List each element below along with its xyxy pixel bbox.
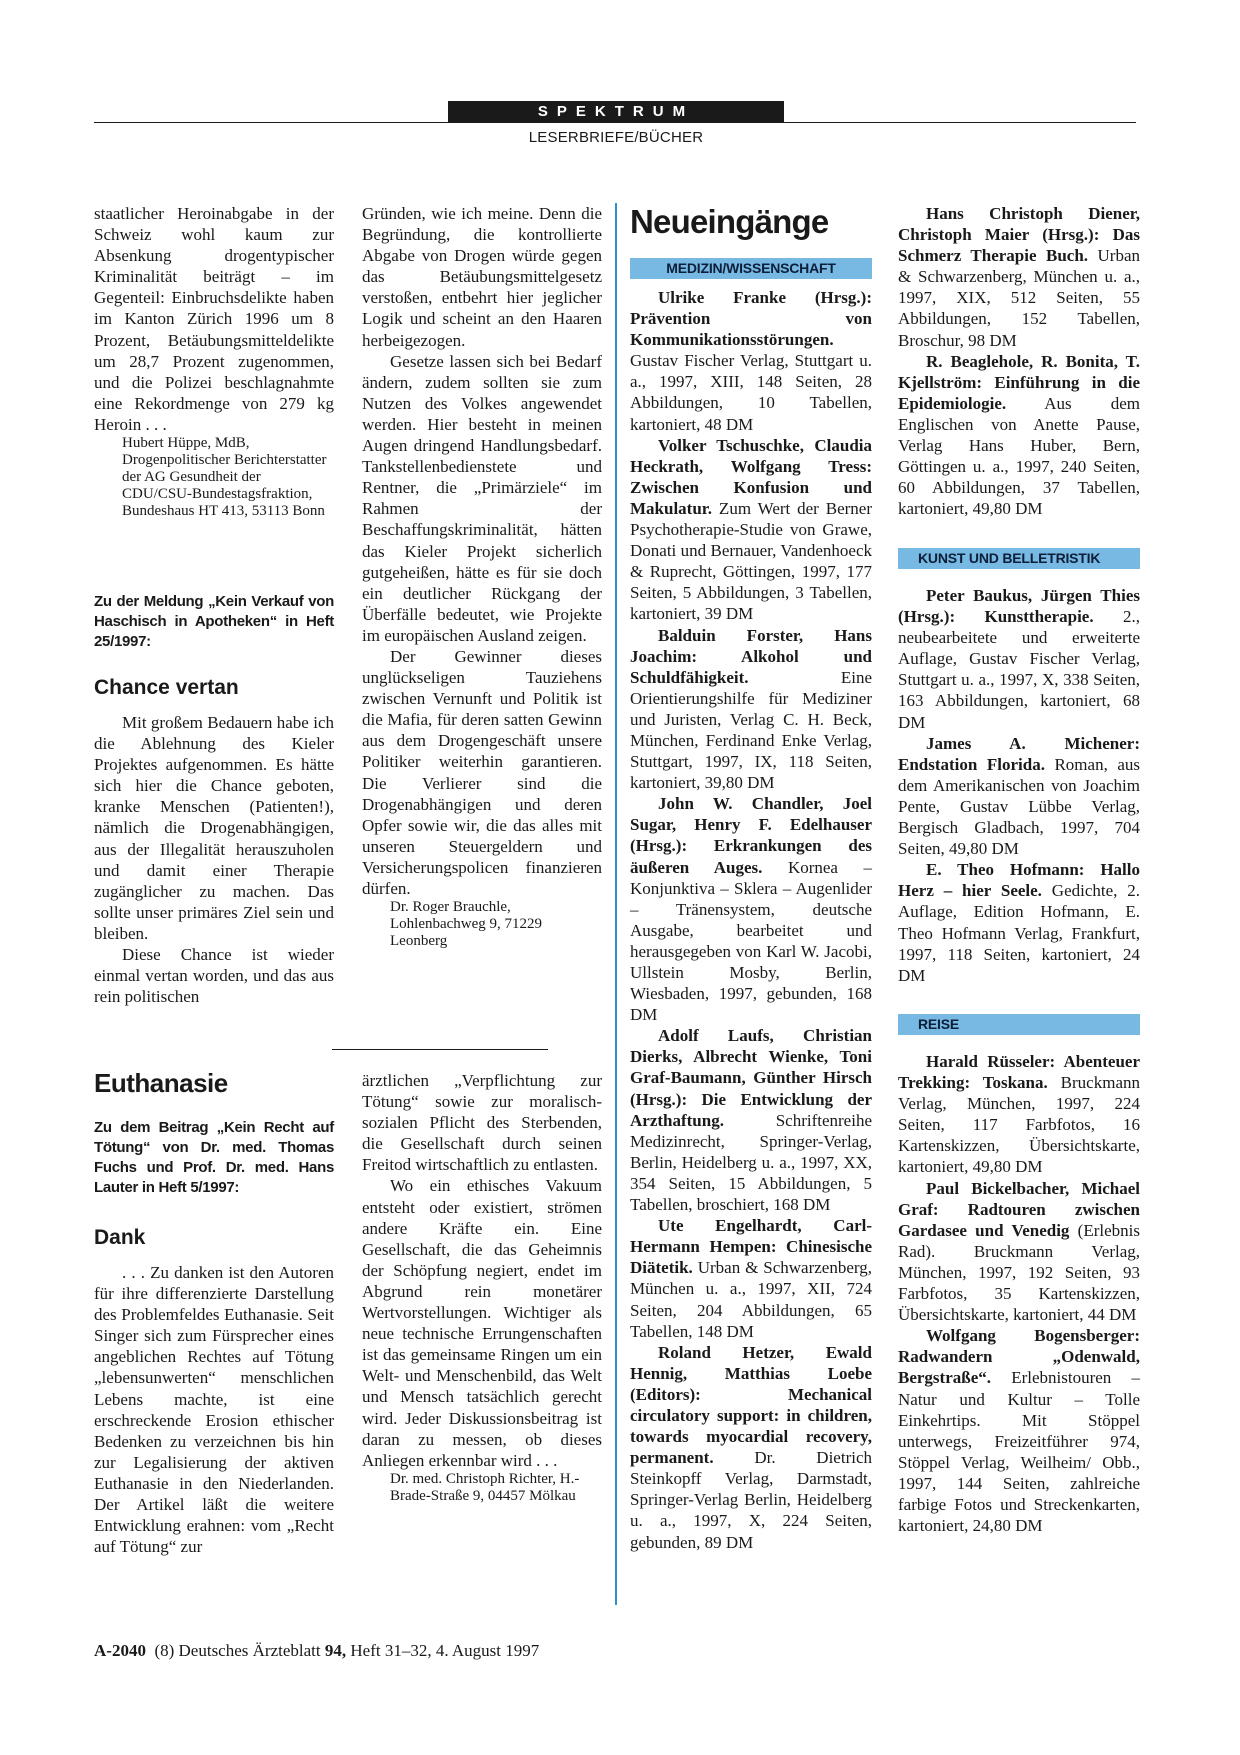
letter3-p1: . . . Zu danken ist den Autoren für ihre differenzierte Darstellung des Problemfeldes Euthanasie. Seit Singer sich zum Fürsprecher eines angeblichen Rechtes auf Tötung „lebensunwerten“ menschlichen Lebens machte, ist eine erschreckende Erosion ethischer Bedenken zu verzeichnen bis hin zur Legalisierung der aktiven Euthanasie in den Niederlanden. Der Artikel läßt die weitere Entwicklung erahnen: vom „Recht auf Tötung“ zur xyxy=(94,1263,334,1557)
book-details: (Erlebnis Rad). Bruckmann Verlag, München, 1997, 192 Seiten, 93 Farbfotos, 35 Kartenskizzen, Übersichtskarte, kartoniert, 44 DM xyxy=(898,1220,1140,1325)
book-list-reise xyxy=(898,1051,1140,1536)
header-rule xyxy=(94,122,1136,123)
book-title: Balduin Forster, Hans Joachim: Alkohol und Schuldfähigkeit. xyxy=(630,625,872,687)
category-medizin: MEDIZIN/WISSENSCHAFT xyxy=(630,258,872,279)
letter3-kicker: Euthanasie xyxy=(94,1068,228,1098)
footer-journal: (8) Deutsches Ärzteblatt xyxy=(145,1641,325,1660)
book-details: Gedichte, 2. Auflage, Edition Hofmann, E. Theo Hofmann Verlag, Frankfurt, 1997, 118 Seiten, kartoniert, 24 DM xyxy=(898,881,1140,985)
book-details: Erlebnistouren – Natur und Kultur – Tolle Einkehrtips. Mit Stöppel unterwegs, Freizeitführer 974, Stöppel Verlag, Weilheim/ Obb., 1997, 144 Seiten, zahlreiche farbige Fotos und Streckenkarten, kartoniert, 24,80 DM xyxy=(898,1368,1140,1536)
letter1-text: staatlicher Heroinabgabe in der Schweiz wohl kaum zur Absenkung drogentypischer Kriminalität beiträgt – im Gegenteil: Einbruchsdelikte haben im Kanton Zürich 1996 um 8 Prozent, Betäubungsmitteldelikte um 28,7 Prozent zugenommen, und die Polizei beschlagnahmte eine Rekordmenge von 279 kg Heroin . . . xyxy=(94,204,334,434)
book-list-medizin-b xyxy=(898,203,1140,519)
book-title: Volker Tschuschke, Claudia Heckrath, Wolfgang Tress: Zwischen Konfusion und Makulatur. xyxy=(630,435,872,518)
book-details: Urban & Schwarzenberg, München u. a., 1997, XII, 724 Seiten, 204 Abbildungen, 65 Tabellen, 148 DM xyxy=(630,1258,872,1341)
book-title: John W. Chandler, Joel Sugar, Henry F. Edelhauser (Hrsg.): Erkrankungen des äußeren Auges. xyxy=(630,794,872,877)
letter3-column1 xyxy=(94,1262,334,1557)
book-title: Paul Bickelbacher, Michael Graf: Radtouren zwischen Gardasee und Venedig xyxy=(898,1178,1140,1240)
book-title: Hans Christoph Diener, Christoph Maier (Hrsg.): Das Schmerz Therapie Buch. xyxy=(898,204,1140,266)
book-details: Eine Orientierungshilfe für Mediziner und Juristen, Verlag C. H. Beck, München, Ferdinand Enke Verlag, Stuttgart, 1997, IX, 118 Seiten, kartoniert, 39,80 DM xyxy=(630,667,872,793)
letter2-p3: Gesetze lassen sich bei Bedarf ändern, zudem sollten sie zum Nutzen des Volkes angewendet werden. Hier besteht in meinen Augen dringend Handlungsbedarf. Tankstellenbedienstete und Rentner, die „Primärziele“ im Rahmen der Beschaffungskriminalität, hätten das Kieler Projekt sicherlich gutgeheißen, hätte es für sie doch ein deutlicher Rückgang der Überfälle bedeutet, wie Projekte im europäischen Ausland zeigen. xyxy=(362,351,602,645)
book-title: Ulrike Franke (Hrsg.): Prävention von Kommunikationsstörungen. xyxy=(630,288,872,350)
book-entry xyxy=(898,1178,1140,1326)
book-title: Adolf Laufs, Christian Dierks, Albrecht Wienke, Toni Graf-Baumann, Günther Hirsch (Hrsg.): Die Entwicklung der Arzthaftung. xyxy=(630,1026,872,1130)
neueingaenge-title: Neueingänge xyxy=(630,203,829,240)
book-title: Wolfgang Bogensberger: Radwandern „Odenwald, Bergstraße“. xyxy=(898,1326,1140,1388)
letter3-p1-cont: ärztlichen „Verpflichtung zur Tötung“ sowie zur moralisch-sozialen Pflicht des Sterbenden, die Gesellschaft durch seinen Freitod wirtschaftlich zu entlasten. xyxy=(362,1071,602,1175)
section-divider-rule xyxy=(615,203,617,1605)
book-entry xyxy=(898,733,1140,860)
book-title: Peter Baukus, Jürgen Thies (Hrsg.): Kunsttherapie. xyxy=(898,586,1140,627)
book-entry xyxy=(630,1025,872,1215)
book-title: Ute Engelhardt, Carl-Hermann Hempen: Chinesische Diätetik. xyxy=(630,1216,872,1278)
footer-issue: Heft 31–32, 4. August 1997 xyxy=(346,1641,540,1660)
section-label: SPEKTRUM xyxy=(448,101,784,122)
page-footer xyxy=(94,1641,539,1661)
book-details: Urban & Schwarzenberg, München u. a., 1997, XIX, 512 Seiten, 55 Abbildungen, 152 Tabellen, Broschur, 98 DM xyxy=(898,246,1140,350)
book-details: Dr. Dietrich Steinkopff Verlag, Darmstadt, Springer-Verlag Berlin, Heidelberg u. a., 1997, X, 224 Seiten, gebunden, 89 DM xyxy=(630,1448,872,1552)
book-details: Schriftenreihe Medizinrecht, Springer-Verlag, Berlin, Heidelberg u. a., 1997, XX, 354 Seiten, 15 Abbildungen, 5 Tabellen, broschiert, 168 DM xyxy=(630,1110,872,1215)
book-entry xyxy=(630,435,872,625)
book-entry xyxy=(898,1325,1140,1536)
letter3-signature: Dr. med. Christoph Richter, H.-Brade-Straße 9, 04457 Mölkau xyxy=(390,1470,580,1504)
letter2-reference: Zu der Meldung „Kein Verkauf von Haschisch in Apotheken“ in Heft 25/1997: xyxy=(94,593,334,650)
book-entry xyxy=(898,1051,1140,1178)
category-kunst: KUNST UND BELLETRISTIK xyxy=(898,548,1140,569)
letter-divider xyxy=(332,1049,548,1050)
book-title: E. Theo Hofmann: Hallo Herz – hier Seele. xyxy=(898,860,1140,901)
letter3-p2: Wo ein ethisches Vakuum entsteht oder existiert, strömen andere Kräfte ein. Eine Gesellschaft, die das Geheimnis der Schöpfung negiert, endet im Abgrund rein monetärer Wertvorstellungen. Wichtiger als neue technische Errungenschaften ist das gemeinsame Ringen um ein Welt- und Menschenbild, das Welt und Mensch tatsächlich gerecht wird. Jeder Diskussionsbeitrag ist daran zu messen, ob dieses Anliegen erkennbar wird . . . xyxy=(362,1176,602,1470)
letter2-signature: Dr. Roger Brauchle, Lohlenbachweg 9, 71229 Leonberg xyxy=(390,899,543,950)
book-details: Zum Wert der Berner Psychotherapie-Studie von Grawe, Donati und Bernauer, Vandenhoeck & Ruprecht, Göttingen, 1997, 177 Seiten, 5 Abbildungen, 3 Tabellen, kartoniert, 39 DM xyxy=(630,498,872,624)
book-title: James A. Michener: Endstation Florida. xyxy=(898,733,1140,774)
footer-volume: 94, xyxy=(324,1641,347,1660)
book-entry xyxy=(630,1215,872,1342)
book-title: Roland Hetzer, Ewald Hennig, Matthias Loebe (Editors): Mechanical circulatory support: in children, towards myocardial recovery, permanent. xyxy=(630,1342,872,1468)
book-entry xyxy=(898,203,1140,351)
book-entry xyxy=(630,793,872,1025)
book-details: Gustav Fischer Verlag, Stuttgart u. a., 1997, XIII, 148 Seiten, 28 Abbildungen, 10 Tabellen, kartoniert, 48 DM xyxy=(630,351,872,434)
letter3-title: Dank xyxy=(94,1226,146,1249)
book-details: Kornea – Konjunktiva – Sklera – Augenlider – Tränensystem, deutsche Ausgabe, bearbeitet und herausgegeben von Karl W. Jacobi, Ullstein Mosby, Berlin, Wiesbaden, 1997, gebunden, 168 DM xyxy=(630,857,872,1025)
book-list-medizin-a xyxy=(630,287,872,1553)
category-reise: REISE xyxy=(898,1014,1140,1035)
letter2-p1: Mit großem Bedauern habe ich die Ablehnung des Kieler Projektes aufgenommen. Es hätte sich hier die Chance geboten, kranke Menschen (Patienten!), nämlich die Drogenabhängigen, aus der Illegalität herauszuholen und damit einer Therapie zugänglicher zu machen. Das sollte unser primäres Ziel sein und bleiben. xyxy=(94,713,334,943)
letter3-reference: Zu dem Beitrag „Kein Recht auf Tötung“ von Dr. med. Thomas Fuchs und Prof. Dr. med. Hans Lauter in Heft 5/1997: xyxy=(94,1119,334,1196)
letter2-p2: Diese Chance ist wieder einmal vertan worden, und das aus rein politischen xyxy=(94,945,334,1007)
letter1-signature: Hubert Hüppe, MdB, Drogenpolitischer Berichterstatter der AG Gesundheit der CDU/CSU-Bundestagsfraktion, Bundeshaus HT 413, 53113 Bonn xyxy=(122,435,327,520)
book-details: 2., neubearbeitete und erweiterte Auflage, Gustav Fischer Verlag, Stuttgart u. a., 1997, X, 338 Seiten, 163 Abbildungen, kartoniert, 68 DM xyxy=(898,607,1140,732)
letter2-p4: Der Gewinner dieses unglückseligen Tauziehens zwischen Vernunft und Politik ist die Mafia, für deren satten Gewinn aus dem Drogengeschäft unsere Politiker weiterhin garantieren. Die Verlierer sind die Drogenabhängigen und deren Opfer sowie wir, die das alles mit unseren Steuergeldern und Versicherungspolicen finanzieren dürfen. xyxy=(362,646,602,898)
page-number: A-2040 xyxy=(94,1641,146,1660)
book-entry xyxy=(898,585,1140,733)
book-details: Aus dem Englischen von Anette Pause, Verlag Hans Huber, Bern, Göttingen u. a., 1997, 240 Seiten, 60 Abbildungen, 37 Tabellen, kartoniert, 49,80 DM xyxy=(898,393,1140,519)
book-title: Harald Rüsseler: Abenteuer Trekking: Toskana. xyxy=(898,1052,1140,1093)
book-entry xyxy=(630,287,872,435)
book-entry xyxy=(630,1342,872,1553)
letter1-column xyxy=(94,203,334,520)
letter2-column1 xyxy=(94,712,334,1007)
book-details: Roman, aus dem Amerikanischen von Joachim Pente, Gustav Lübbe Verlag, Bergisch Gladbach, 1997, 704 Seiten, 49,80 DM xyxy=(898,754,1140,859)
letter2-title: Chance vertan xyxy=(94,676,239,699)
book-entry xyxy=(898,859,1140,986)
book-entry xyxy=(898,351,1140,520)
letter2-column2 xyxy=(362,203,602,950)
book-entry xyxy=(630,625,872,794)
book-list-kunst xyxy=(898,585,1140,986)
subsection-label: LESERBRIEFE/BÜCHER xyxy=(528,129,704,146)
book-title: R. Beaglehole, R. Bonita, T. Kjellström: Einführung in die Epidemiologie. xyxy=(898,351,1140,413)
letter3-column2 xyxy=(362,1070,602,1505)
letter2-p2-cont: Gründen, wie ich meine. Denn die Begründung, die kontrollierte Abgabe von Drogen würde gegen das Betäubungsmittelgesetz verstoßen, entbehrt hier jeglicher Logik und scheint an den Haaren herbeigezogen. xyxy=(362,204,602,350)
book-details: Bruckmann Verlag, München, 1997, 224 Seiten, 117 Farbfotos, 16 Kartenskizzen, Übersichtskarte, kartoniert, 49,80 DM xyxy=(898,1073,1140,1177)
